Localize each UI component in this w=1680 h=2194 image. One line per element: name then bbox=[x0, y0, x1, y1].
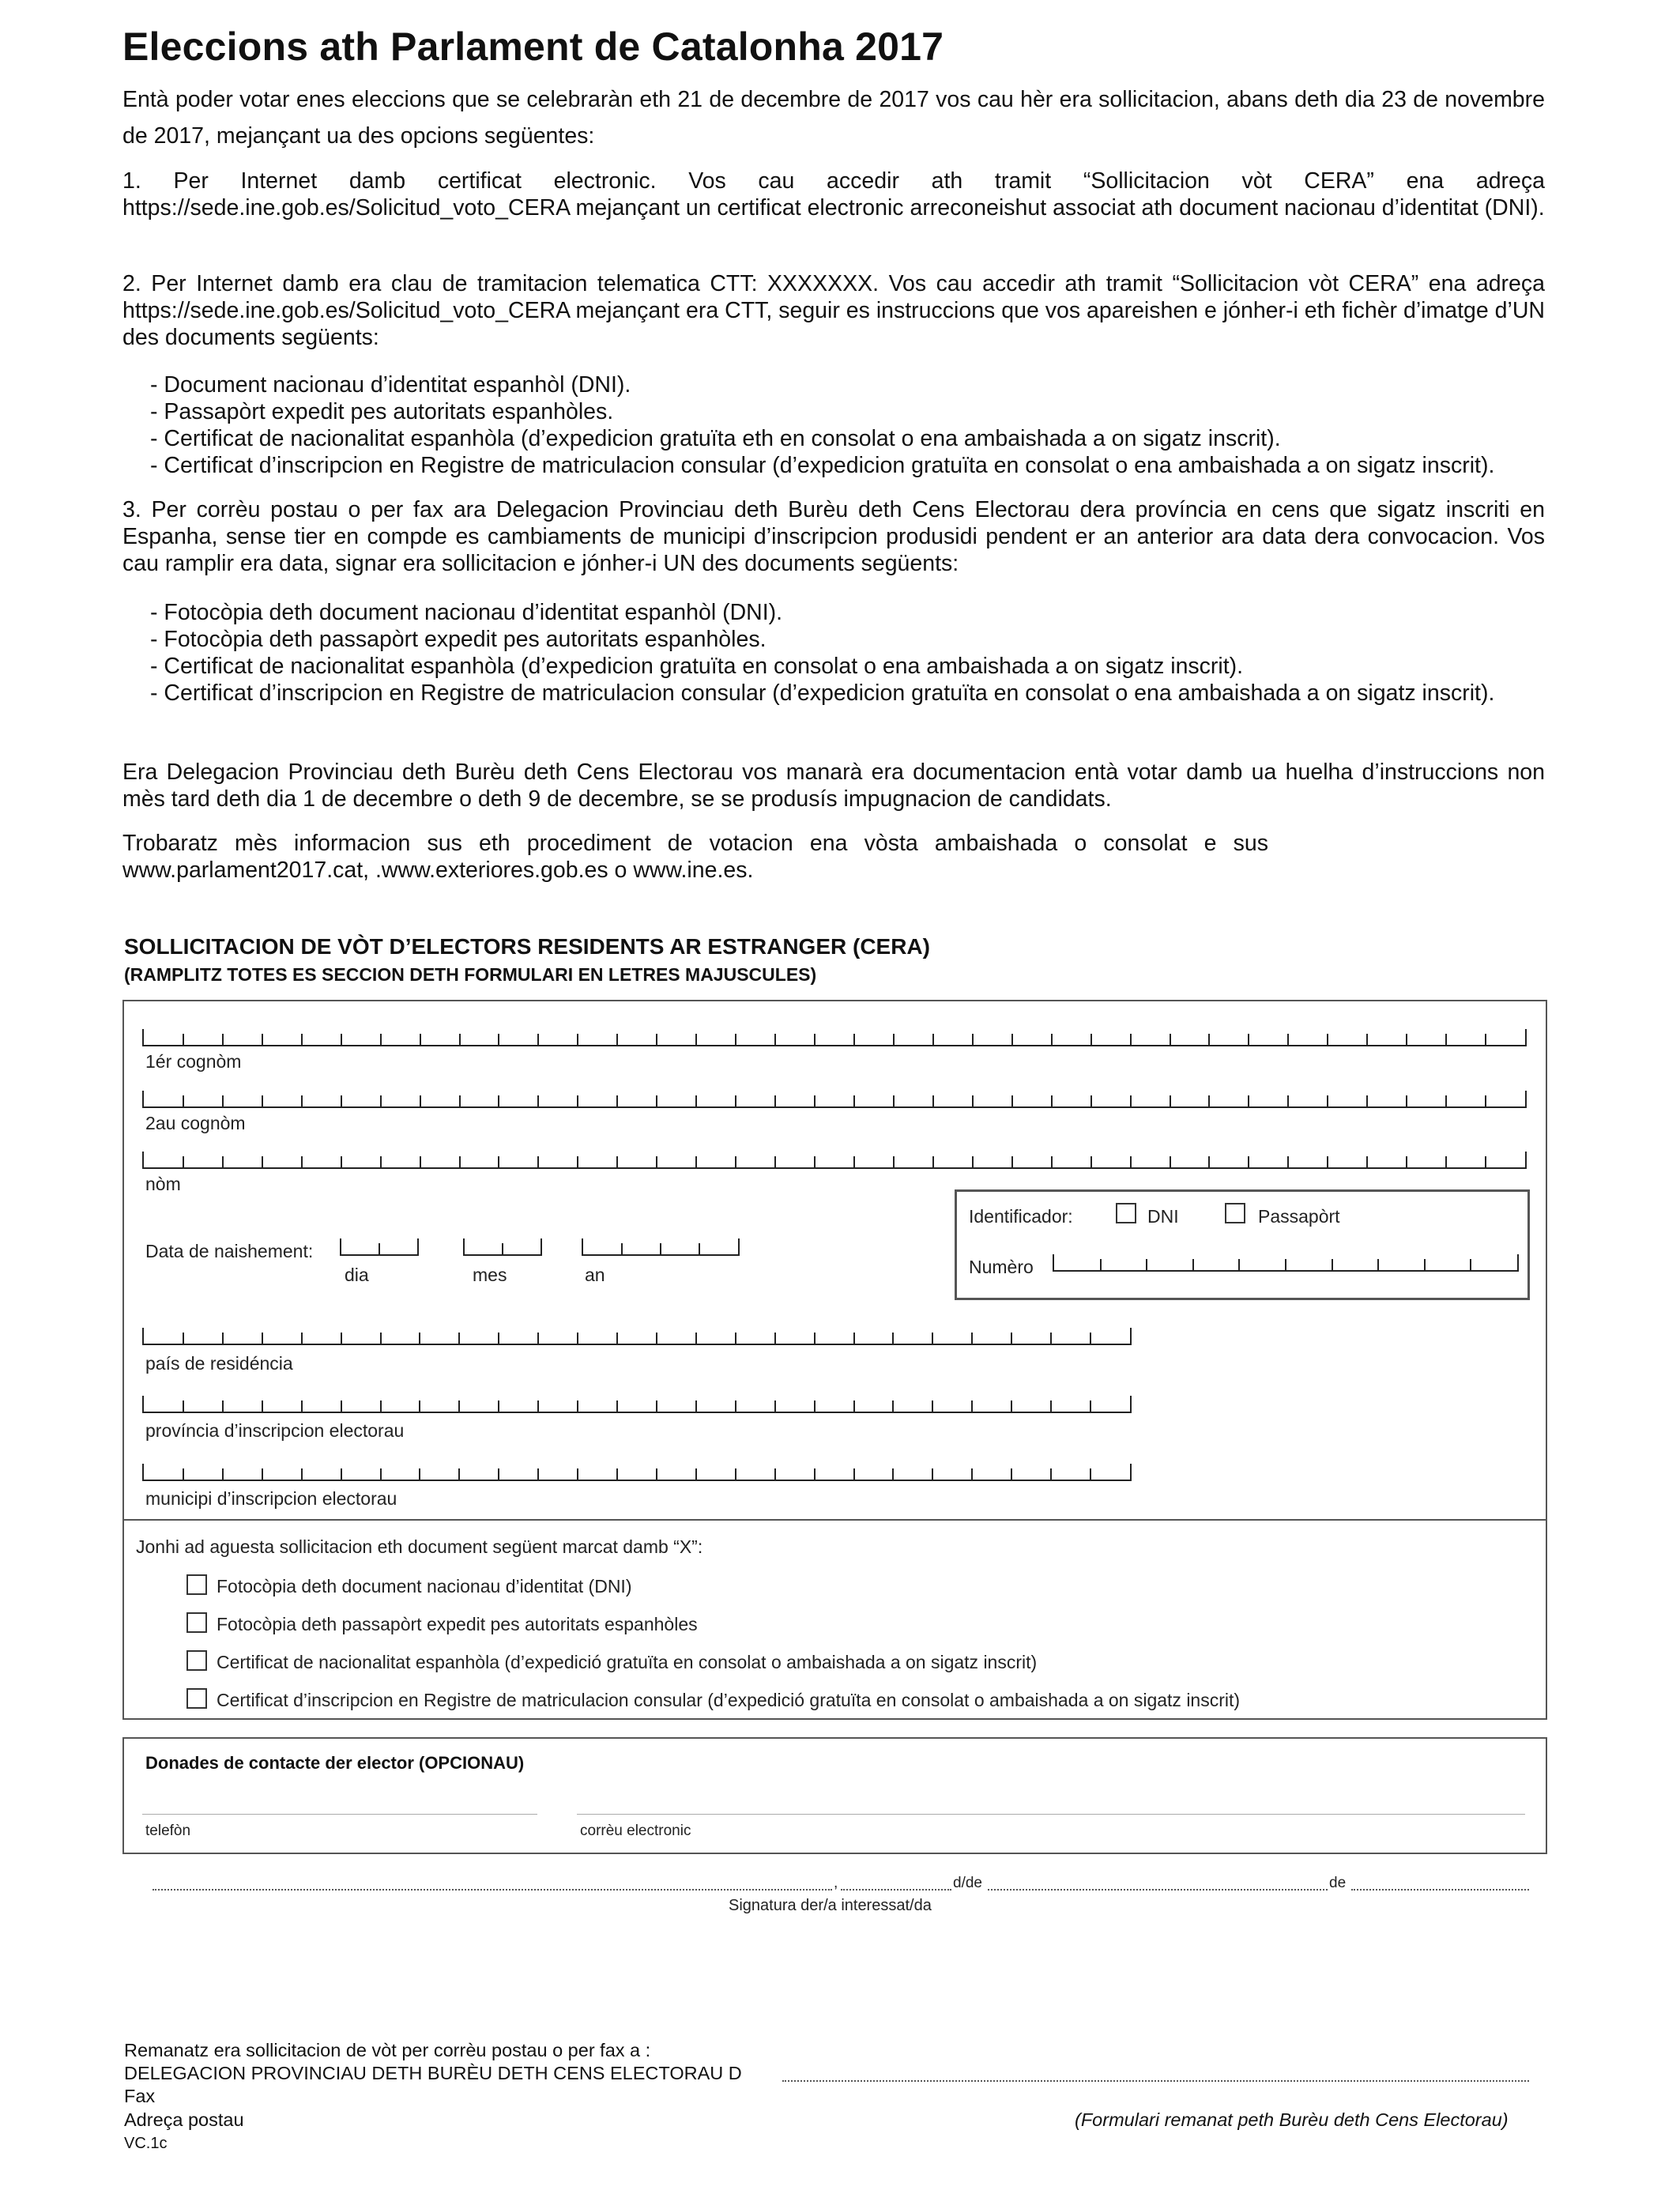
attach-option-label: Fotocòpia deth passapòrt expedit pes autoritats espanhòles bbox=[217, 1614, 698, 1634]
comb-divider bbox=[735, 1468, 736, 1480]
comb-divider bbox=[341, 1156, 342, 1167]
comb-divider bbox=[420, 1095, 421, 1106]
email-input[interactable] bbox=[577, 1814, 1525, 1815]
comb-divider bbox=[1285, 1259, 1286, 1270]
comb-divider bbox=[853, 1034, 855, 1045]
comb-divider bbox=[660, 1243, 661, 1254]
comb-divider bbox=[498, 1333, 499, 1344]
comb-divider bbox=[774, 1400, 776, 1412]
comb-divider bbox=[853, 1156, 855, 1167]
comb-divider bbox=[1011, 1156, 1013, 1167]
comb-divider bbox=[932, 1468, 933, 1480]
comb-divider bbox=[537, 1034, 539, 1045]
province-label: província d’inscripcion electorau bbox=[145, 1420, 405, 1441]
footer-address: Adreça postau bbox=[124, 2109, 244, 2130]
comb-divider bbox=[1327, 1034, 1328, 1045]
comb-divider bbox=[932, 1034, 934, 1045]
attach-dni-checkbox[interactable] bbox=[186, 1574, 207, 1595]
comb-divider bbox=[1445, 1156, 1447, 1167]
comb-divider bbox=[341, 1400, 342, 1412]
comb-divider bbox=[183, 1468, 184, 1480]
comb-divider bbox=[892, 1333, 894, 1344]
comb-divider bbox=[1366, 1034, 1368, 1045]
comb-divider bbox=[1287, 1095, 1289, 1106]
municipality-label: municipi d’inscripcion electorau bbox=[145, 1488, 397, 1509]
comb-divider bbox=[892, 1400, 894, 1412]
birthdate-label: Data de naishement: bbox=[145, 1241, 314, 1261]
option-3-paragraph: 3. Per corrèu postau o per fax ara Delegacion Provinciau deth Burèu deth Cens Electorau dera província en cens que sigatz inscriti en Espanha, sense tier en compde es cambiaments de municipi d’inscripcion produsidi pendent er an anterior ara data dera convocacion. Vos cau ramplir era data, signar era sollicitacion e jónher-i UN des documents següents: bbox=[122, 497, 1545, 576]
comb-divider bbox=[616, 1156, 618, 1167]
comb-divider bbox=[774, 1156, 776, 1167]
comb-divider bbox=[1011, 1400, 1012, 1412]
comb-divider bbox=[1090, 1333, 1091, 1344]
attach-consular-checkbox[interactable] bbox=[186, 1688, 207, 1709]
comb-divider bbox=[301, 1156, 303, 1167]
comb-divider bbox=[1327, 1156, 1328, 1167]
comb-divider bbox=[1445, 1034, 1447, 1045]
province-input[interactable] bbox=[142, 1396, 1132, 1413]
form-title: SOLLICITACION DE VÒT D’ELECTORS RESIDENTS AR ESTRANGER (CERA) bbox=[124, 934, 930, 959]
comb-divider bbox=[1366, 1095, 1368, 1106]
comb-divider bbox=[420, 1034, 421, 1045]
attach-passport-checkbox[interactable] bbox=[186, 1612, 207, 1633]
comb-divider bbox=[1170, 1156, 1171, 1167]
list-item: - Certificat de nacionalitat espanhòla (d’expedicion gratuïta en consolat o ena ambaishada a on sigatz inscrit). bbox=[150, 653, 1494, 680]
comb-divider bbox=[1050, 1333, 1052, 1344]
comb-divider bbox=[1445, 1095, 1447, 1106]
form-subtitle: (RAMPLITZ TOTES ES SECCION DETH FORMULARI EN LETRES MAJUSCULES) bbox=[124, 964, 817, 985]
comb-divider bbox=[537, 1095, 539, 1106]
comb-divider bbox=[262, 1034, 263, 1045]
comb-divider bbox=[341, 1034, 342, 1045]
comb-divider bbox=[1090, 1034, 1092, 1045]
comb-divider bbox=[420, 1156, 421, 1167]
comb-divider bbox=[1090, 1400, 1091, 1412]
comb-divider bbox=[892, 1468, 894, 1480]
number-label: Numèro bbox=[969, 1257, 1034, 1277]
comb-divider bbox=[1130, 1156, 1132, 1167]
comb-divider bbox=[972, 1034, 974, 1045]
comb-divider bbox=[1238, 1259, 1240, 1270]
attach-option-label: Certificat d’inscripcion en Registre de matriculacion consular (d’expedició gratuïta en consolat o ambaishada a on sigatz inscrit) bbox=[217, 1690, 1241, 1710]
comb-divider bbox=[498, 1400, 499, 1412]
comb-divider bbox=[893, 1034, 895, 1045]
comb-divider bbox=[1366, 1156, 1368, 1167]
comb-divider bbox=[616, 1333, 618, 1344]
footer-fax: Fax bbox=[124, 2086, 156, 2106]
comb-divider bbox=[695, 1034, 697, 1045]
comb-divider bbox=[1100, 1259, 1102, 1270]
comb-divider bbox=[1470, 1259, 1471, 1270]
info-note: Trobaratz mès informacion sus eth procediment de votacion ena vòsta ambaishada o consolat e sus www.parlament2017.cat, .www.exteriores.gob.es o www.ine.es. bbox=[122, 831, 1268, 883]
comb-divider bbox=[735, 1095, 736, 1106]
passport-checkbox[interactable] bbox=[1225, 1203, 1245, 1223]
day-input[interactable] bbox=[841, 1889, 951, 1891]
comb-divider bbox=[1287, 1156, 1289, 1167]
comb-divider bbox=[498, 1468, 499, 1480]
comb-divider bbox=[616, 1034, 618, 1045]
comb-divider bbox=[1192, 1259, 1194, 1270]
comb-divider bbox=[695, 1095, 697, 1106]
phone-label: telefòn bbox=[145, 1823, 191, 1839]
comb-divider bbox=[458, 1468, 460, 1480]
comb-divider bbox=[814, 1333, 816, 1344]
comb-divider bbox=[380, 1156, 382, 1167]
option-2-document-list bbox=[150, 371, 1494, 479]
birth-month-input[interactable] bbox=[463, 1238, 542, 1256]
comb-divider bbox=[537, 1468, 539, 1480]
comb-divider bbox=[341, 1333, 342, 1344]
comb-divider bbox=[577, 1468, 578, 1480]
comb-divider bbox=[301, 1095, 303, 1106]
comb-divider bbox=[498, 1095, 499, 1106]
comb-divider bbox=[380, 1034, 382, 1045]
comb-divider bbox=[1406, 1156, 1407, 1167]
comb-divider bbox=[735, 1400, 736, 1412]
option-1-paragraph: 1. Per Internet damb certificat electronic. Vos cau accedir ath tramit “Sollicitacion vòt CERA” ena adreça https://sede.ine.gob.es/Solicitud_voto_CERA mejançant un certificat electronic arreconeishut associat ath document nacionau d’identitat (DNI). bbox=[122, 168, 1545, 221]
comb-divider bbox=[262, 1333, 263, 1344]
comb-divider bbox=[853, 1468, 855, 1480]
comb-divider bbox=[577, 1400, 578, 1412]
comb-divider bbox=[301, 1333, 303, 1344]
comb-divider bbox=[458, 1400, 460, 1412]
comb-divider bbox=[183, 1156, 184, 1167]
comb-divider bbox=[656, 1333, 657, 1344]
comb-divider bbox=[1146, 1259, 1147, 1270]
comb-divider bbox=[1170, 1095, 1171, 1106]
month-input[interactable] bbox=[988, 1889, 1328, 1891]
comb-divider bbox=[1208, 1095, 1210, 1106]
dni-label: DNI bbox=[1147, 1206, 1179, 1227]
comb-divider bbox=[341, 1095, 342, 1106]
year-input[interactable] bbox=[1351, 1889, 1529, 1891]
intro-paragraph: Entà poder votar enes eleccions que se celebraràn eth 21 de decembre de 2017 vos cau hèr era sollicitacion, abans deth dia 23 de novembre de 2017, mejançant ua des opcions següentes: bbox=[122, 87, 1545, 149]
comb-divider bbox=[814, 1034, 816, 1045]
comb-divider bbox=[932, 1333, 933, 1344]
comb-divider bbox=[1485, 1156, 1486, 1167]
comb-divider bbox=[1050, 1400, 1052, 1412]
month-label: mes bbox=[473, 1265, 507, 1285]
signature-label: Signatura der/a interessat/da bbox=[729, 1897, 932, 1914]
comb-divider bbox=[222, 1156, 224, 1167]
comb-divider bbox=[932, 1156, 934, 1167]
comb-divider bbox=[621, 1243, 623, 1254]
comb-divider bbox=[814, 1400, 816, 1412]
comb-divider bbox=[814, 1095, 816, 1106]
comb-divider bbox=[1406, 1095, 1407, 1106]
comb-divider bbox=[1248, 1156, 1249, 1167]
comb-divider bbox=[419, 1468, 420, 1480]
list-item: - Certificat de nacionalitat espanhòla (d’expedicion gratuïta eth en consolat o ena ambaishada a on sigatz inscrit). bbox=[150, 425, 1494, 452]
comb-divider bbox=[971, 1400, 973, 1412]
comb-divider bbox=[183, 1095, 184, 1106]
date-separator-comma: , bbox=[834, 1875, 838, 1891]
year-label: an bbox=[585, 1265, 605, 1285]
comb-divider bbox=[380, 1333, 382, 1344]
comb-divider bbox=[222, 1468, 224, 1480]
comb-divider bbox=[814, 1468, 816, 1480]
comb-divider bbox=[616, 1095, 618, 1106]
comb-divider bbox=[459, 1095, 461, 1106]
comb-divider bbox=[774, 1034, 776, 1045]
name-input[interactable] bbox=[142, 1152, 1527, 1169]
footer-delegation: DELEGACION PROVINCIAU DETH BURÈU DETH CENS ELECTORAU D bbox=[124, 2063, 742, 2083]
comb-divider bbox=[1485, 1034, 1486, 1045]
comb-divider bbox=[537, 1400, 539, 1412]
comb-divider bbox=[577, 1034, 578, 1045]
comb-divider bbox=[1406, 1034, 1407, 1045]
comb-divider bbox=[656, 1468, 657, 1480]
comb-divider bbox=[656, 1156, 657, 1167]
comb-divider bbox=[695, 1468, 697, 1480]
day-label: dia bbox=[345, 1265, 369, 1285]
comb-divider bbox=[1248, 1095, 1249, 1106]
comb-divider bbox=[419, 1333, 420, 1344]
comb-divider bbox=[1090, 1095, 1092, 1106]
comb-divider bbox=[1332, 1259, 1333, 1270]
comb-divider bbox=[656, 1095, 657, 1106]
identifier-label: Identificador: bbox=[969, 1206, 1073, 1227]
comb-divider bbox=[262, 1400, 263, 1412]
comb-divider bbox=[774, 1468, 776, 1480]
comb-divider bbox=[695, 1400, 697, 1412]
list-item: - Fotocòpia deth passapòrt expedit pes autoritats espanhòles. bbox=[150, 626, 1494, 653]
comb-divider bbox=[695, 1156, 697, 1167]
contact-title: Donades de contacte der elector (OPCIONAU) bbox=[145, 1753, 525, 1773]
comb-divider bbox=[853, 1095, 855, 1106]
birth-year-input[interactable] bbox=[582, 1238, 740, 1256]
passport-label: Passapòrt bbox=[1258, 1206, 1340, 1227]
email-label: corrèu electronic bbox=[580, 1823, 691, 1839]
comb-divider bbox=[1485, 1095, 1486, 1106]
comb-divider bbox=[893, 1156, 895, 1167]
attach-label: Jonhi ad aguesta sollicitacion eth document següent marcat damb “X”: bbox=[136, 1536, 703, 1557]
comb-divider bbox=[537, 1156, 539, 1167]
comb-divider bbox=[656, 1400, 657, 1412]
attach-option-label: Fotocòpia deth document nacionau d’identitat (DNI) bbox=[217, 1576, 632, 1596]
surname-2-input[interactable] bbox=[142, 1091, 1527, 1108]
comb-divider bbox=[577, 1095, 578, 1106]
comb-divider bbox=[262, 1156, 263, 1167]
comb-divider bbox=[498, 1156, 499, 1167]
surname-1-input[interactable] bbox=[142, 1029, 1527, 1046]
comb-divider bbox=[1248, 1034, 1249, 1045]
comb-divider bbox=[699, 1243, 700, 1254]
comb-divider bbox=[1011, 1034, 1013, 1045]
comb-divider bbox=[1424, 1259, 1426, 1270]
comb-divider bbox=[932, 1400, 933, 1412]
comb-divider bbox=[577, 1156, 578, 1167]
comb-divider bbox=[301, 1400, 303, 1412]
comb-divider bbox=[971, 1333, 973, 1344]
comb-divider bbox=[183, 1400, 184, 1412]
delegation-note: Era Delegacion Provinciau deth Burèu deth Cens Electorau vos manarà era documentacion entà votar damb ua huelha d’instruccions non mès tard deth dia 1 de decembre o deth 9 de decembre, se se produsís impugnacion de candidats. bbox=[122, 760, 1545, 812]
footer-sent-by: (Formulari remanat peth Burèu deth Cens Electorau) bbox=[1075, 2109, 1509, 2130]
comb-divider bbox=[1011, 1333, 1012, 1344]
comb-divider bbox=[222, 1034, 224, 1045]
surname-2-label: 2au cognòm bbox=[145, 1113, 246, 1133]
page-title: Eleccions ath Parlament de Catalonha 2017 bbox=[122, 25, 944, 69]
comb-divider bbox=[1050, 1468, 1052, 1480]
delegation-name-input[interactable] bbox=[782, 2080, 1529, 2082]
comb-divider bbox=[616, 1400, 618, 1412]
comb-divider bbox=[1130, 1095, 1132, 1106]
comb-divider bbox=[735, 1156, 736, 1167]
form-code: VC.1c bbox=[124, 2135, 168, 2152]
list-item: - Certificat d’inscripcion en Registre de matriculacion consular (d’expedicion gratuïta en consolat o ena ambaishada a on sigatz inscrit). bbox=[150, 680, 1494, 707]
comb-divider bbox=[498, 1034, 499, 1045]
comb-divider bbox=[537, 1333, 539, 1344]
option-3-document-list bbox=[150, 599, 1494, 707]
comb-divider bbox=[932, 1095, 934, 1106]
comb-divider bbox=[222, 1095, 224, 1106]
comb-divider bbox=[1287, 1034, 1289, 1045]
comb-divider bbox=[774, 1095, 776, 1106]
list-item: - Document nacionau d’identitat espanhòl (DNI). bbox=[150, 371, 1494, 398]
option-2-paragraph: 2. Per Internet damb era clau de tramitacion telematica CTT: XXXXXXX. Vos cau accedir ath tramit “Sollicitacion vòt CERA” ena adreça https://sede.ine.gob.es/Solicitud_voto_CERA mejançant era CTT, seguir es instruccions que vos apareishen e jónher-i eth fichèr d’imatge d’UN des documents següents: bbox=[122, 271, 1545, 350]
comb-divider bbox=[341, 1468, 342, 1480]
comb-divider bbox=[262, 1468, 263, 1480]
attach-option-label: Certificat de nacionalitat espanhòla (d’expedició gratuïta en consolat o ambaishada a on sigatz inscrit) bbox=[217, 1652, 1038, 1672]
comb-divider bbox=[183, 1333, 184, 1344]
comb-divider bbox=[459, 1156, 461, 1167]
comb-divider bbox=[972, 1156, 974, 1167]
list-item: - Fotocòpia deth document nacionau d’identitat espanhòl (DNI). bbox=[150, 599, 1494, 626]
comb-divider bbox=[183, 1034, 184, 1045]
date-separator-de: de bbox=[1329, 1875, 1347, 1891]
comb-divider bbox=[262, 1095, 263, 1106]
attach-nationality-checkbox[interactable] bbox=[186, 1650, 207, 1671]
comb-divider bbox=[1051, 1095, 1053, 1106]
birth-day-input[interactable] bbox=[340, 1238, 419, 1256]
comb-divider bbox=[1208, 1156, 1210, 1167]
comb-divider bbox=[1170, 1034, 1171, 1045]
place-input[interactable] bbox=[153, 1889, 832, 1891]
dni-checkbox[interactable] bbox=[1116, 1203, 1136, 1223]
comb-divider bbox=[774, 1333, 776, 1344]
document-number-input[interactable] bbox=[1053, 1254, 1519, 1272]
comb-divider bbox=[380, 1095, 382, 1106]
comb-divider bbox=[1208, 1034, 1210, 1045]
country-label: país de residéncia bbox=[145, 1353, 293, 1374]
comb-divider bbox=[814, 1156, 816, 1167]
comb-divider bbox=[735, 1333, 736, 1344]
comb-divider bbox=[853, 1333, 855, 1344]
surname-1-label: 1ér cognòm bbox=[145, 1051, 242, 1072]
comb-divider bbox=[222, 1333, 224, 1344]
comb-divider bbox=[1090, 1156, 1092, 1167]
comb-divider bbox=[379, 1243, 380, 1254]
comb-divider bbox=[458, 1333, 460, 1344]
comb-divider bbox=[1090, 1468, 1091, 1480]
comb-divider bbox=[577, 1333, 578, 1344]
comb-divider bbox=[301, 1034, 303, 1045]
comb-divider bbox=[222, 1400, 224, 1412]
footer-send-to: Remanatz era sollicitacion de vòt per corrèu postau o per fax a : bbox=[124, 2040, 651, 2060]
comb-divider bbox=[656, 1034, 657, 1045]
country-input[interactable] bbox=[142, 1328, 1132, 1345]
comb-divider bbox=[419, 1400, 420, 1412]
list-item: - Certificat d’inscripcion en Registre de matriculacion consular (d’expedicion gratuïta en consolat o ena ambaishada a on sigatz inscrit). bbox=[150, 452, 1494, 479]
comb-divider bbox=[1051, 1156, 1053, 1167]
comb-divider bbox=[616, 1468, 618, 1480]
list-item: - Passapòrt expedit pes autoritats espanhòles. bbox=[150, 398, 1494, 425]
comb-divider bbox=[380, 1400, 382, 1412]
comb-divider bbox=[301, 1468, 303, 1480]
comb-divider bbox=[1377, 1259, 1379, 1270]
comb-divider bbox=[893, 1095, 895, 1106]
comb-divider bbox=[1011, 1468, 1012, 1480]
comb-divider bbox=[695, 1333, 697, 1344]
comb-divider bbox=[459, 1034, 461, 1045]
comb-divider bbox=[1130, 1034, 1132, 1045]
name-label: nòm bbox=[145, 1174, 181, 1194]
comb-divider bbox=[1011, 1095, 1013, 1106]
comb-divider bbox=[1327, 1095, 1328, 1106]
comb-divider bbox=[971, 1468, 973, 1480]
municipality-input[interactable] bbox=[142, 1464, 1132, 1481]
comb-divider bbox=[853, 1400, 855, 1412]
comb-divider bbox=[380, 1468, 382, 1480]
comb-divider bbox=[1051, 1034, 1053, 1045]
comb-divider bbox=[735, 1034, 736, 1045]
comb-divider bbox=[502, 1243, 503, 1254]
comb-divider bbox=[972, 1095, 974, 1106]
date-separator-de: d/de bbox=[953, 1875, 982, 1891]
phone-input[interactable] bbox=[142, 1814, 537, 1815]
